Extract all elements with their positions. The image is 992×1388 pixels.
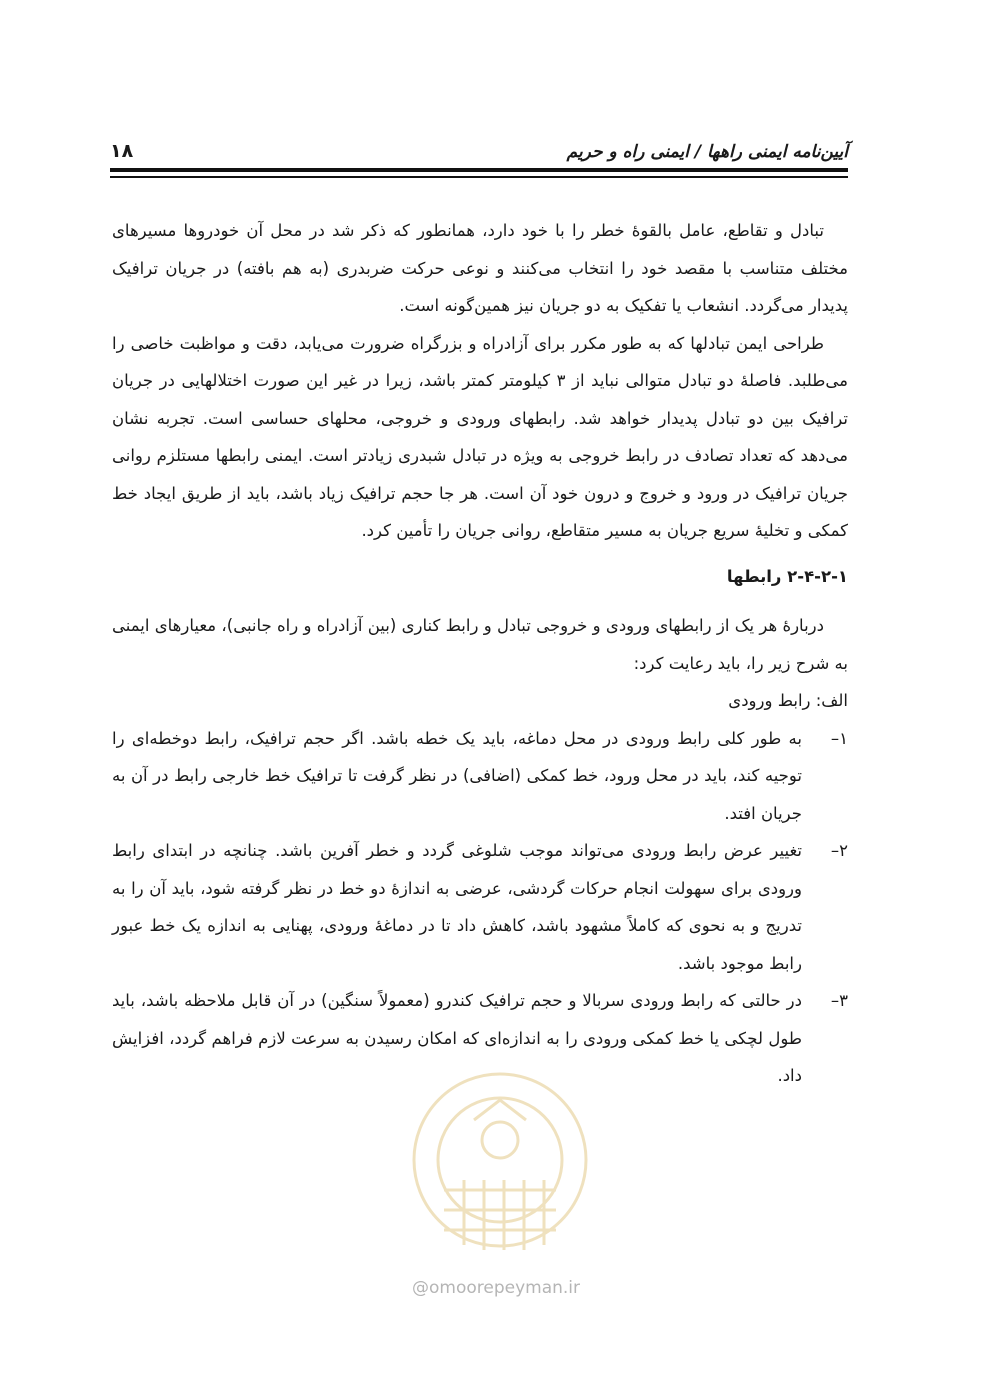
- header-rule-thin: [110, 176, 848, 178]
- paragraph: تبادل و تقاطع، عامل بالقوهٔ خطر را با خود دارد، همانطور که ذکر شد در محل آن خودروها مسیرهای مختلف متناسب با مقصد خود را انتخاب می‌کنند و نوعی حرکت ضربدری (به هم بافته) در جریان ترافیک پدیدار می‌گردد. انشعاب یا تفکیک به دو جریان نیز همین‌گونه است.: [112, 221, 848, 315]
- list-item: [112, 720, 848, 833]
- requirements-list: [112, 720, 848, 1095]
- watermark-text: @omoorepeyman.ir: [411, 1278, 581, 1298]
- header-rule-thick: [110, 168, 848, 172]
- section-heading: ۲-۴-۲-۱ رابطها: [726, 566, 848, 586]
- list-number: ۳–: [830, 991, 848, 1010]
- subheading: الف: رابط ورودی: [728, 691, 848, 710]
- watermark-seal-icon: [404, 1060, 596, 1270]
- list-item: [112, 832, 848, 982]
- page-number: ۱۸: [110, 140, 134, 162]
- list-text: به طور کلی رابط ورودی در محل دماغه، باید یک خطه باشد. اگر حجم ترافیک، رابط دوخطه‌ای را توجیه کند، باید در محل ورود، خط کمکی (اضافی) در نظر گرفت تا ترافیک خط خارجی رابط در آن به جریان افتد.: [112, 728, 802, 823]
- section-intro: دربارهٔ هر یک از رابطهای ورودی و خروجی تبادل و رابط کناری (بین آزادراه و راه جانبی)، معیارهای ایمنی به شرح زیر را، باید رعایت کرد:: [112, 616, 848, 673]
- list-number: ۱–: [830, 728, 848, 748]
- running-title: آیین‌نامه ایمنی راهها / ایمنی راه و حریم: [566, 142, 848, 162]
- list-text: تغییر عرض رابط ورودی می‌تواند موجب شلوغی گردد و خطر آفرین باشد. چنانچه در ابتدای رابط ورودی برای سهولت انجام حرکات گردشی، عرضی به اندازهٔ دو خط در نظر گرفته شود، باید آن را به تدریج و به نحوی که کاملاً مشهود باشد، کاهش داد تا در دماغهٔ ورودی، پهنایی به اندازه یک خط عبور رابط موجود باشد.: [112, 841, 802, 973]
- paragraph: طراحی ایمن تبادلها که به طور مکرر برای آزادراه و بزرگراه ضرورت می‌یابد، دقت و مواظبت خاصی را می‌طلبد. فاصلهٔ دو تبادل متوالی نباید از ۳ کیلومتر کمتر باشد، زیرا در غیر این صورت اختلالهایی در جریان ترافیک بین دو تبادل پدیدار خواهد شد. رابطهای ورودی و خروجی، محلهای حساسی است. تجربه نشان می‌دهد که تعداد تصادف در رابط خروجی به ویژه در تبادل شبدری زیادتر است. ایمنی رابطها مستلزم روانی جریان ترافیک در ورود و خروج و درون خود آن است. هر جا حجم ترافیک زیاد باشد، باید از طریق ایجاد خط کمکی و تخلیهٔ سریع جریان به مسیر متقاطع، روانی جریان را تأمین کرد.: [112, 333, 848, 540]
- list-number: ۲–: [830, 841, 848, 860]
- page-header: [110, 128, 848, 162]
- list-text: در حالتی که رابط ورودی سربالا و حجم ترافیک کندرو (معمولاً سنگین) در آن قابل ملاحظه باشد، باید طول لچکی یا خط کمکی ورودی را به اندازه‌ای که امکان رسیدن به سرعت لازم فراهم گردد، افزایش داد.: [112, 991, 802, 1085]
- page-body: [112, 212, 848, 1095]
